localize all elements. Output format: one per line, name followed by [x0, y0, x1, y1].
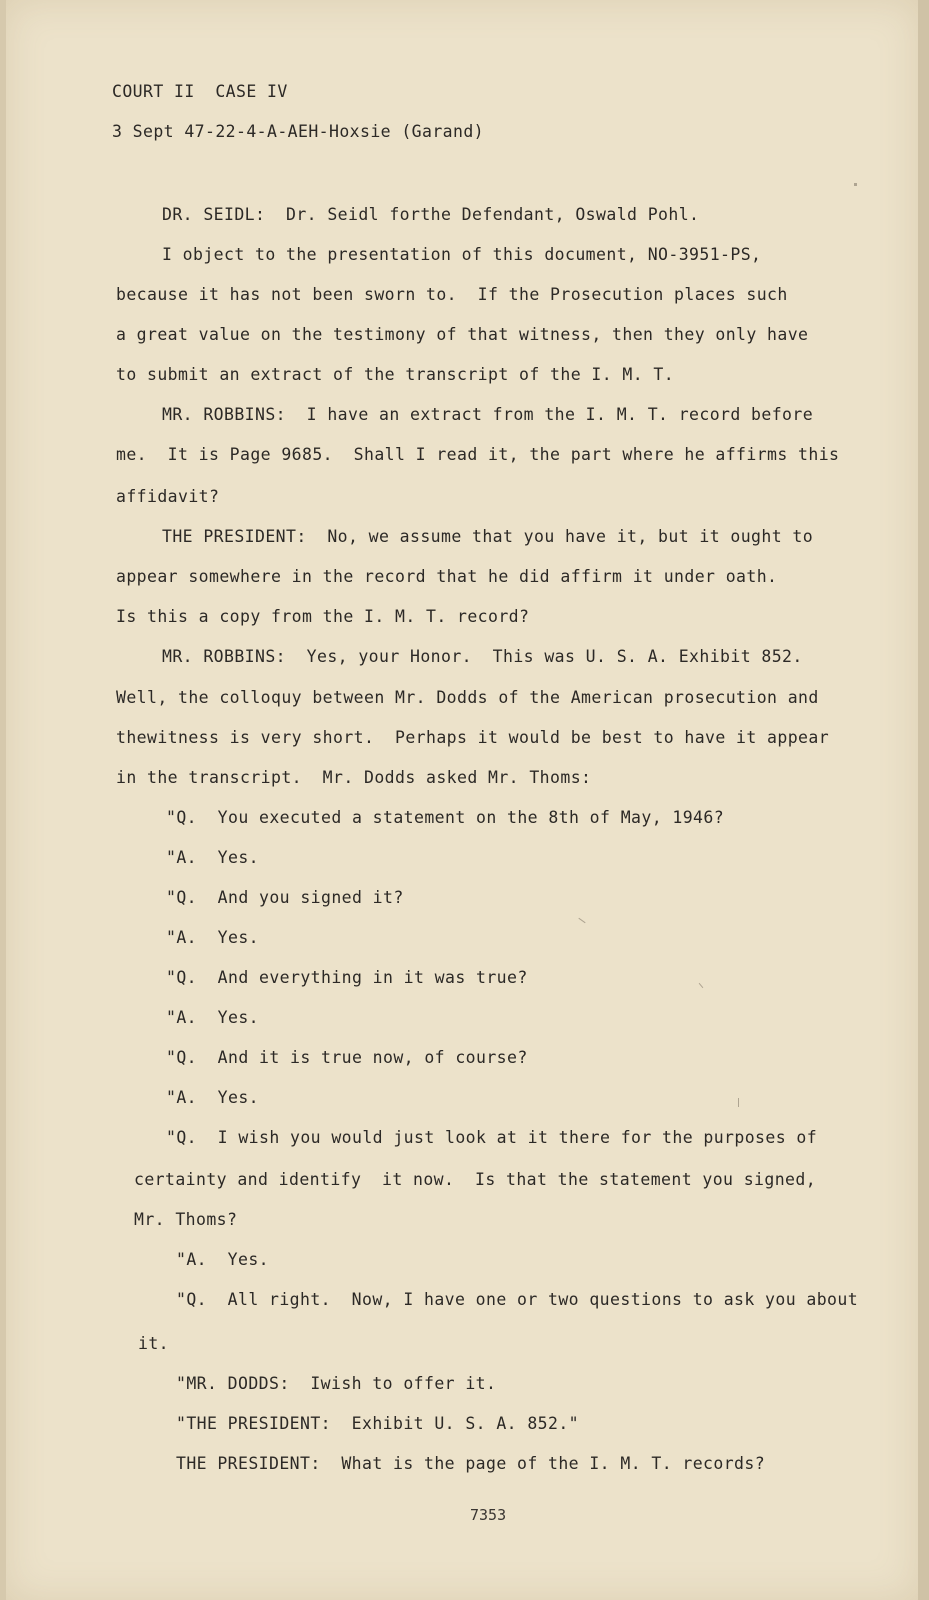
- answer-line: "A. Yes.: [166, 928, 260, 947]
- answer-line: "A. Yes.: [166, 1008, 260, 1027]
- text-line: affidavit?: [116, 487, 220, 506]
- text-line: THE PRESIDENT: No, we assume that you have it, but it ought to: [162, 527, 814, 546]
- page-number: 7353: [470, 1506, 507, 1524]
- text-line: Mr. Thoms?: [134, 1210, 238, 1229]
- text-line: in the transcript. Mr. Dodds asked Mr. Thoms:: [116, 768, 592, 787]
- answer-line: "A. Yes.: [166, 1088, 260, 1107]
- text-line: MR. ROBBINS: I have an extract from the I. M. T. record before: [162, 405, 814, 424]
- text-line: because it has not been sworn to. If the Prosecution places such: [116, 285, 788, 304]
- text-line: "MR. DODDS: Iwish to offer it.: [176, 1374, 497, 1393]
- text-line: THE PRESIDENT: What is the page of the I. M. T. records?: [176, 1454, 766, 1473]
- text-line: to submit an extract of the transcript of the I. M. T.: [116, 365, 675, 384]
- text-line: it.: [138, 1334, 170, 1353]
- answer-line: "A. Yes.: [176, 1250, 270, 1269]
- question-line: "Q. All right. Now, I have one or two questions to ask you about: [176, 1290, 859, 1309]
- text-line: Is this a copy from the I. M. T. record?: [116, 607, 530, 626]
- text-line: I object to the presentation of this document, NO-3951-PS,: [162, 245, 762, 264]
- text-line: certainty and identify it now. Is that the statement you signed,: [134, 1170, 817, 1189]
- session-line: 3 Sept 47-22-4-A-AEH-Hoxsie (Garand): [112, 122, 485, 141]
- question-line: "Q. I wish you would just look at it there for the purposes of: [166, 1128, 818, 1147]
- answer-line: "A. Yes.: [166, 848, 260, 867]
- paper-speck: [738, 1098, 739, 1107]
- text-line: thewitness is very short. Perhaps it would be best to have it appear: [116, 728, 830, 747]
- paper-speck: [854, 183, 857, 186]
- text-line: appear somewhere in the record that he did affirm it under oath.: [116, 567, 778, 586]
- question-line: "Q. And it is true now, of course?: [166, 1048, 528, 1067]
- text-line: MR. ROBBINS: Yes, your Honor. This was U. S. A. Exhibit 852.: [162, 647, 803, 666]
- question-line: "Q. You executed a statement on the 8th of May, 1946?: [166, 808, 725, 827]
- text-line: a great value on the testimony of that witness, then they only have: [116, 325, 809, 344]
- paper-right-edge: [918, 0, 929, 1600]
- text-line: Well, the colloquy between Mr. Dodds of the American prosecution and: [116, 688, 819, 707]
- text-line: DR. SEIDL: Dr. Seidl forthe Defendant, Oswald Pohl.: [162, 205, 700, 224]
- text-line: me. It is Page 9685. Shall I read it, the part where he affirms this: [116, 445, 840, 464]
- question-line: "Q. And you signed it?: [166, 888, 404, 907]
- court-case-line: COURT II CASE IV: [112, 82, 288, 101]
- question-line: "Q. And everything in it was true?: [166, 968, 528, 987]
- transcript-page: [6, 0, 918, 1600]
- text-line: "THE PRESIDENT: Exhibit U. S. A. 852.": [176, 1414, 580, 1433]
